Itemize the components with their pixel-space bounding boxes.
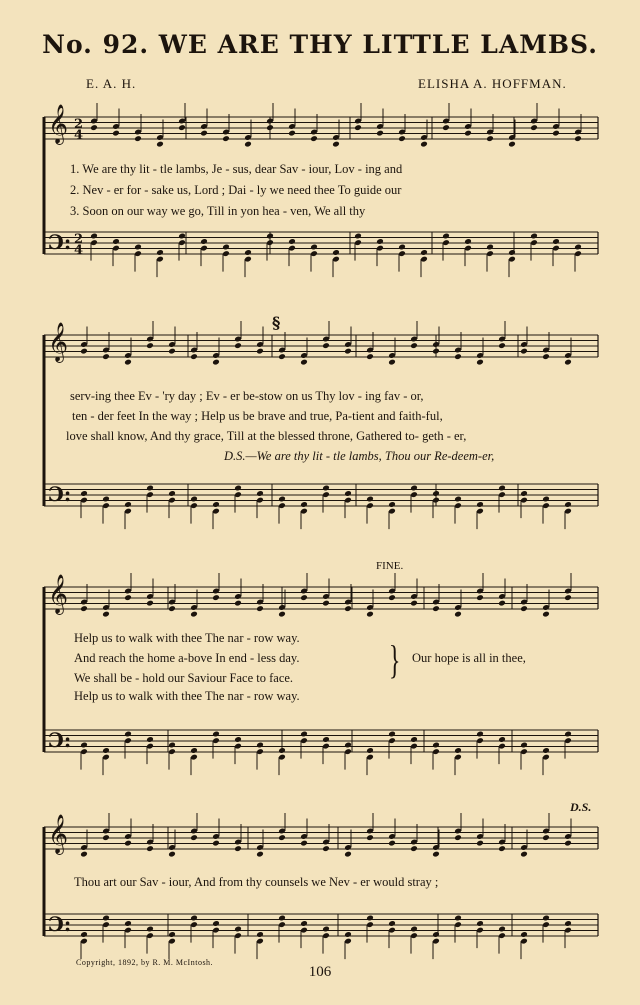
system-4-bass-note (278, 915, 286, 922)
system-4-treble-clef: 𝄞 (48, 814, 69, 854)
system-2-bass-note (102, 496, 110, 503)
system-2-treble-note (80, 348, 88, 355)
system-3-bass-note (410, 736, 418, 743)
system-4-bass-note (168, 931, 176, 938)
system-3-treble-note (498, 600, 506, 607)
refrain-lyric: Our hope is all in thee, (412, 651, 526, 665)
system-3-treble-note (410, 600, 418, 607)
system-2-treble-note (322, 342, 330, 349)
system-1-time-signature: 4 (74, 128, 84, 143)
system-3-bass-note (146, 736, 154, 743)
system-2-bass-note (454, 496, 462, 503)
system-4-bass-note (498, 926, 506, 933)
system-3-treble-note (102, 611, 110, 618)
system-4-treble-note (256, 851, 264, 858)
system-2-bass-note (234, 485, 242, 492)
system-1-bass-note (574, 244, 582, 251)
system-1-bass-note (178, 233, 186, 240)
system-3-treble-note (168, 605, 176, 612)
system-1-treble-note (420, 141, 428, 148)
system-4-treble-note (278, 834, 286, 841)
system-1-treble-note (376, 130, 384, 137)
system-3-treble-note (80, 605, 88, 612)
system-1-bass-note (244, 249, 252, 256)
system-3-bass-clef: Ɔ: (48, 728, 72, 752)
system-3-bass-note (476, 731, 484, 738)
system-3-treble-note (388, 594, 396, 601)
system-3-verse-2: And reach the home a-bove In end - less day. (74, 651, 300, 665)
system-2-bass-note (80, 490, 88, 497)
system-3-bass-note (212, 731, 220, 738)
system-4-bass-note (344, 931, 352, 938)
system-1-bass-note (134, 244, 142, 251)
system-3-bass-note (498, 736, 506, 743)
system-1-bass-note (112, 238, 120, 245)
system-1-treble-note (310, 135, 318, 142)
system-3-treble-note (344, 605, 352, 612)
system-2-treble-note (102, 353, 110, 360)
system-1-bass-note (376, 238, 384, 245)
system-4-treble-note (366, 834, 374, 841)
system-2-bass-note (366, 496, 374, 503)
system-3-treble-note (278, 611, 286, 618)
system-2-treble-note (344, 348, 352, 355)
system-2-treble-note (124, 359, 132, 366)
system-3-bass-note (366, 747, 374, 754)
system-3-bass-note (542, 747, 550, 754)
system-3-bass-note (344, 742, 352, 749)
system-1-treble-note (508, 141, 516, 148)
system-1-bass-note (222, 244, 230, 251)
system-4-treble-note (80, 851, 88, 858)
system-1-bass-note (486, 244, 494, 251)
system-4-treble-note (102, 834, 110, 841)
system-2-bass-note (476, 501, 484, 508)
system-3-bass-note (564, 731, 572, 738)
system-1-treble-note (178, 124, 186, 131)
ds-mark: D.S. (570, 800, 592, 814)
system-3-treble-note (234, 600, 242, 607)
system-1-bass-note (310, 244, 318, 251)
system-4-bass-note (300, 920, 308, 927)
system-2-treble-note (190, 353, 198, 360)
system-1-treble-note (354, 124, 362, 131)
system-1-bass-note (508, 249, 516, 256)
system-1-treble-note (486, 135, 494, 142)
composer-credit: ELISHA A. HOFFMAN. (418, 76, 567, 91)
system-1-treble-note (266, 124, 274, 131)
system-1-treble-note (332, 141, 340, 148)
system-4-bass-note (542, 915, 550, 922)
system-2-bass-note (124, 501, 132, 508)
system-1-bass-note (464, 238, 472, 245)
system-3-bass-note (388, 731, 396, 738)
system-1-treble-note (288, 130, 296, 137)
system-1-treble-note (244, 141, 252, 148)
system-2-treble-note (498, 342, 506, 349)
system-3-treble-note (212, 594, 220, 601)
system-2-treble-note (432, 348, 440, 355)
system-3-bass-note (256, 742, 264, 749)
system-2-treble-note (366, 353, 374, 360)
system-2-treble-note (542, 353, 550, 360)
system-4-treble-note (234, 845, 242, 852)
system-1-bass-note (90, 233, 98, 240)
system-4-treble-note (146, 845, 154, 852)
system-2-bass-note (146, 485, 154, 492)
system-3-treble-note (300, 594, 308, 601)
system-2-verse-3: love shall know, And thy grace, Till at the blessed throne, Gathered to- geth - er, (66, 429, 467, 443)
system-4-treble-note (564, 840, 572, 847)
system-2-verse-1: serv-ing thee Ev - 'ry day ; Ev - er be-stow on us Thy lov - ing fav - or, (70, 389, 424, 403)
system-4-treble-note (322, 845, 330, 852)
system-2-bass-note (520, 490, 528, 497)
system-2-treble-note (520, 348, 528, 355)
system-4-bass-note (234, 926, 242, 933)
system-2-bass-note (278, 496, 286, 503)
system-4-treble-note (454, 834, 462, 841)
system-3-treble-note (366, 611, 374, 618)
system-2-bass-note (300, 501, 308, 508)
system-2-bass-note (410, 485, 418, 492)
verse-brace: } (388, 637, 401, 682)
system-3-treble-note (542, 611, 550, 618)
system-3-bass-note (432, 742, 440, 749)
system-1-treble-note (222, 135, 230, 142)
system-3-bass-note (102, 747, 110, 754)
system-1-bass-note (354, 233, 362, 240)
system-3-treble-note (454, 611, 462, 618)
system-4-treble-note (410, 845, 418, 852)
system-1-treble-note (200, 130, 208, 137)
system-4-bass-note (476, 920, 484, 927)
system-4-bass-note (388, 920, 396, 927)
system-3-treble-note (190, 611, 198, 618)
system-3-treble-note (256, 605, 264, 612)
system-2-bass-note (212, 501, 220, 508)
system-2-treble-note (234, 342, 242, 349)
system-3-treble-note (520, 605, 528, 612)
system-1-bass-note (552, 238, 560, 245)
system-1-treble-clef: 𝄞 (48, 104, 69, 144)
system-2-treble-note (410, 342, 418, 349)
system-2-treble-note (212, 359, 220, 366)
system-4-treble-note (344, 851, 352, 858)
system-4-treble-note (498, 845, 506, 852)
system-4-bass-note (366, 915, 374, 922)
system-1-time-signature: 2 (74, 232, 84, 247)
system-1-treble-note (156, 141, 164, 148)
segno-sign: § (272, 313, 281, 332)
system-2-treble-clef: 𝄞 (48, 322, 69, 362)
system-3-treble-note (432, 605, 440, 612)
system-3-treble-clef: 𝄞 (48, 574, 69, 614)
system-1-bass-note (200, 238, 208, 245)
system-4-bass-note (454, 915, 462, 922)
copyright-notice: Copyright, 1892, by R. M. McIntosh. (76, 958, 214, 967)
system-2-treble-note (278, 353, 286, 360)
system-3-bass-note (454, 747, 462, 754)
system-4-treble-note (542, 834, 550, 841)
system-4-bass-note (124, 920, 132, 927)
system-4-bass-note (410, 926, 418, 933)
system-2-treble-note (388, 359, 396, 366)
system-1-bass-note (156, 249, 164, 256)
system-2-bass-note (322, 485, 330, 492)
system-2-ds-line: D.S.—We are thy lit - tle lambs, Thou our Re-deem-er, (224, 449, 495, 463)
system-3-bass-note (300, 731, 308, 738)
system-1-verse-3: 3. Soon on our way we go, Till in yon hea - ven, We all thy (70, 204, 366, 218)
system-2-treble-note (146, 342, 154, 349)
system-2-treble-note (256, 348, 264, 355)
system-4-bass-note (256, 931, 264, 938)
system-1-bass-clef: Ɔ: (48, 230, 72, 254)
system-2-bass-note (432, 490, 440, 497)
system-4-treble-note (432, 851, 440, 858)
system-1-bass-note (420, 249, 428, 256)
system-1-bass-note (266, 233, 274, 240)
system-4-lyric: Thou art our Sav - iour, And from thy counsels we Nev - er would stray ; (74, 875, 439, 889)
system-2-treble-note (168, 348, 176, 355)
lyricist-credit: E. A. H. (86, 76, 137, 91)
system-4-bass-note (190, 915, 198, 922)
system-4-treble-note (520, 851, 528, 858)
system-2-bass-note (190, 496, 198, 503)
system-2-verse-2: ten - der feet In the way ; Help us be brave and true, Pa-tient and faith-ful, (72, 409, 443, 423)
hymn-title: No. 92. WE ARE THY LITTLE LAMBS. (42, 30, 598, 59)
system-1-treble-note (464, 130, 472, 137)
system-4-bass-note (564, 920, 572, 927)
system-4-treble-note (388, 840, 396, 847)
system-3-bass-note (234, 736, 242, 743)
system-4-treble-note (124, 840, 132, 847)
system-1-bass-note (288, 238, 296, 245)
system-3-treble-note (476, 594, 484, 601)
system-4-bass-note (520, 931, 528, 938)
system-2-treble-note (564, 359, 572, 366)
system-1-bass-note (332, 249, 340, 256)
system-1-bass-note (530, 233, 538, 240)
system-3-treble-note (322, 600, 330, 607)
system-2-bass-note (344, 490, 352, 497)
system-1-treble-note (442, 124, 450, 131)
page-number: 106 (308, 964, 332, 980)
system-4-treble-note (300, 840, 308, 847)
system-1-time-signature: 2 (74, 117, 84, 132)
system-2-bass-note (256, 490, 264, 497)
system-3-bass-note (520, 742, 528, 749)
system-4-bass-note (102, 915, 110, 922)
system-4-bass-note (322, 926, 330, 933)
system-1-verse-1: 1. We are thy lit - tle lambs, Je - sus, dear Sav - iour, Lov - ing and (70, 162, 403, 176)
system-1-treble-note (134, 135, 142, 142)
system-3-bass-note (80, 742, 88, 749)
system-2-treble-note (454, 353, 462, 360)
system-3-verse-4: Help us to walk with thee The nar - row way. (74, 689, 300, 703)
system-2-bass-clef: Ɔ: (48, 482, 72, 506)
system-2-bass-note (168, 490, 176, 497)
system-1-treble-note (90, 124, 98, 131)
system-1-bass-note (442, 233, 450, 240)
system-1-time-signature: 4 (74, 243, 84, 258)
system-4-bass-note (212, 920, 220, 927)
system-3-bass-note (168, 742, 176, 749)
system-2-treble-note (300, 359, 308, 366)
system-4-treble-note (190, 834, 198, 841)
system-1-treble-note (574, 135, 582, 142)
system-3-verse-3: We shall be - hold our Saviour Face to face. (74, 671, 294, 685)
fine-mark: FINE. (376, 560, 404, 572)
system-1-treble-note (552, 130, 560, 137)
system-1-treble-note (398, 135, 406, 142)
system-4-bass-note (80, 931, 88, 938)
system-3-bass-note (322, 736, 330, 743)
system-2-treble-note (476, 359, 484, 366)
system-4-treble-note (168, 851, 176, 858)
system-2-bass-note (542, 496, 550, 503)
system-3-treble-note (146, 600, 154, 607)
system-1-bass-note (398, 244, 406, 251)
system-2-bass-note (564, 501, 572, 508)
system-3-bass-note (124, 731, 132, 738)
system-2-bass-note (388, 501, 396, 508)
system-3-treble-note (564, 594, 572, 601)
system-3-verse-1: Help us to walk with thee The nar - row way. (74, 631, 300, 645)
system-4-treble-note (212, 840, 220, 847)
system-3-treble-note (124, 594, 132, 601)
system-4-bass-note (432, 931, 440, 938)
system-1-verse-2: 2. Nev - er for - sake us, Lord ; Dai - ly we need thee To guide our (70, 183, 402, 197)
system-4-bass-clef: Ɔ: (48, 912, 72, 936)
system-1-treble-note (112, 130, 120, 137)
system-3-bass-note (278, 747, 286, 754)
system-4-treble-note (476, 840, 484, 847)
system-4-bass-note (146, 926, 154, 933)
system-3-bass-note (190, 747, 198, 754)
system-1-treble-note (530, 124, 538, 131)
system-2-bass-note (498, 485, 506, 492)
